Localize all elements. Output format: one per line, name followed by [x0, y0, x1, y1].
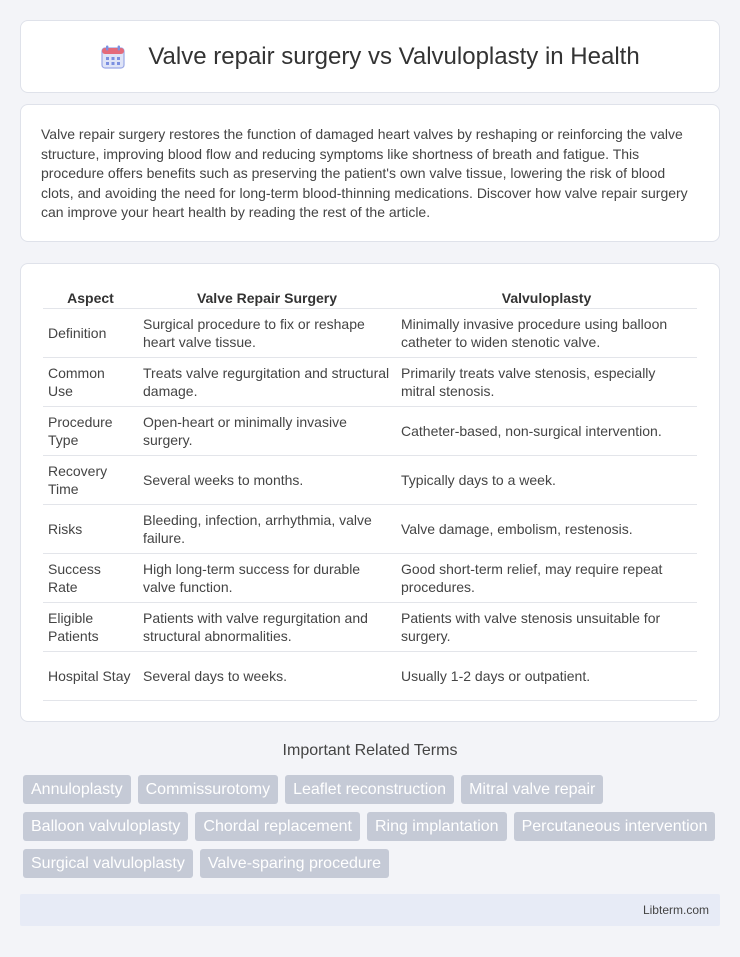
intro-text: Valve repair surgery restores the function of damaged heart valves by reshaping or reinforcing the valve structure, improving blood flow and reducing symptoms like shortness of breath and fatigue. This procedure offers benefits such as preserving the patient's own valve tissue, lowering the risk of blood clots, and avoiding the need for long-term blood-thinning medications. Discover how valve repair surgery can improve your heart health by reading the rest of the article. — [41, 126, 688, 220]
table-row — [43, 407, 697, 456]
valve-repair-cell: Patients with valve regurgitation and structural abnormalities. — [138, 603, 396, 652]
valvuloplasty-cell: Valve damage, embolism, restenosis. — [396, 505, 697, 554]
page-title: Valve repair surgery vs Valvuloplasty in Health — [148, 42, 640, 70]
aspect-cell: Eligible Patients — [43, 603, 138, 652]
tag-chordal-replacement[interactable]: Chordal replacement — [195, 812, 360, 841]
valvuloplasty-cell: Good short-term relief, may require repeat procedures. — [396, 554, 697, 603]
title-wrap — [100, 43, 639, 71]
table-row — [43, 358, 697, 407]
table-row — [43, 505, 697, 554]
valve-repair-cell: Several days to weeks. — [138, 652, 396, 701]
tag-mitral-valve-repair[interactable]: Mitral valve repair — [461, 775, 603, 804]
valvuloplasty-cell: Minimally invasive procedure using balloon catheter to widen stenotic valve. — [396, 309, 697, 358]
header-card — [20, 20, 720, 93]
tag-annuloplasty[interactable]: Annuloplasty — [23, 775, 131, 804]
aspect-cell: Hospital Stay — [43, 652, 138, 701]
table-row — [43, 456, 697, 505]
intro-card — [20, 104, 720, 242]
calendar-icon — [100, 44, 126, 70]
tag-leaflet-reconstruction[interactable]: Leaflet reconstruction — [285, 775, 454, 804]
valve-repair-cell: Treats valve regurgitation and structural damage. — [138, 358, 396, 407]
aspect-cell: Risks — [43, 505, 138, 554]
tag-surgical-valvuloplasty[interactable]: Surgical valvuloplasty — [23, 849, 193, 878]
valve-repair-cell: Open-heart or minimally invasive surgery. — [138, 407, 396, 456]
aspect-cell: Definition — [43, 309, 138, 358]
valve-repair-cell: Surgical procedure to fix or reshape heart valve tissue. — [138, 309, 396, 358]
header-valvuloplasty: Valvuloplasty — [396, 284, 697, 309]
tag-percutaneous-intervention[interactable]: Percutaneous intervention — [514, 812, 716, 841]
aspect-cell: Success Rate — [43, 554, 138, 603]
valvuloplasty-cell: Patients with valve stenosis unsuitable for surgery. — [396, 603, 697, 652]
valvuloplasty-cell: Usually 1-2 days or outpatient. — [396, 652, 697, 701]
valve-repair-cell: Bleeding, infection, arrhythmia, valve failure. — [138, 505, 396, 554]
aspect-cell: Recovery Time — [43, 456, 138, 505]
tag-balloon-valvuloplasty[interactable]: Balloon valvuloplasty — [23, 812, 188, 841]
valvuloplasty-cell: Catheter-based, non-surgical intervention. — [396, 407, 697, 456]
valvuloplasty-cell: Typically days to a week. — [396, 456, 697, 505]
valve-repair-cell: Several weeks to months. — [138, 456, 396, 505]
valve-repair-cell: High long-term success for durable valve function. — [138, 554, 396, 603]
related-terms-tags — [23, 775, 723, 878]
tag-ring-implantation[interactable]: Ring implantation — [367, 812, 507, 841]
table-header-row — [43, 284, 697, 309]
comparison-table-card — [20, 263, 720, 722]
table-row — [43, 652, 697, 701]
aspect-cell: Common Use — [43, 358, 138, 407]
footer — [20, 894, 720, 926]
valvuloplasty-cell: Primarily treats valve stenosis, especially mitral stenosis. — [396, 358, 697, 407]
related-terms-title: Important Related Terms — [282, 742, 458, 759]
header-valve-repair-surgery: Valve Repair Surgery — [138, 284, 396, 309]
comparison-table — [43, 284, 697, 701]
aspect-cell: Procedure Type — [43, 407, 138, 456]
table-row — [43, 603, 697, 652]
footer-site-link[interactable]: Libterm.com — [642, 903, 709, 917]
header-aspect: Aspect — [43, 284, 138, 309]
table-row — [43, 309, 697, 358]
table-row — [43, 554, 697, 603]
tag-commissurotomy[interactable]: Commissurotomy — [138, 775, 278, 804]
tag-valve-sparing-procedure[interactable]: Valve-sparing procedure — [200, 849, 389, 878]
